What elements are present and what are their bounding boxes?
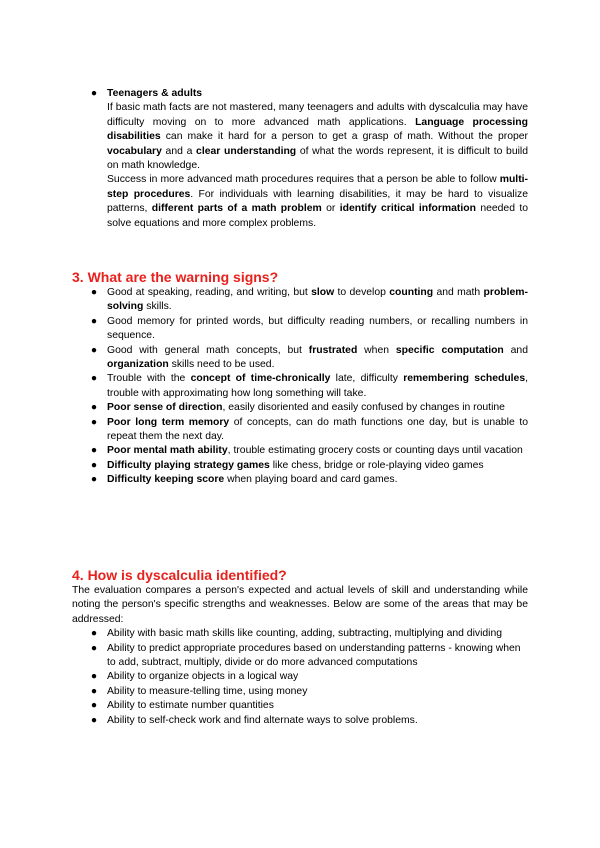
list-item xyxy=(72,627,528,641)
warning-item-text xyxy=(107,416,528,445)
text-run: and a xyxy=(161,145,197,157)
bullet-icon: ● xyxy=(90,445,98,457)
identified-item-text: Ability to self-check work and find alternate ways to solve problems. xyxy=(107,714,418,726)
identified-item-text: Ability to predict appropriate procedures based on understanding patterns - knowing when to add, subtract, multiply, divide or do more advanced computations xyxy=(107,642,521,669)
bullet-icon: ● xyxy=(90,628,98,640)
bullet-icon: ● xyxy=(90,402,98,414)
warning-list xyxy=(72,286,528,488)
text-run: , trouble estimating grocery costs or counting days until vacation xyxy=(227,445,523,457)
teens-paragraph-2 xyxy=(107,173,528,231)
text-run: Trouble with the xyxy=(107,373,191,385)
bold-text: Poor sense of direction xyxy=(107,402,223,414)
warning-item-text xyxy=(107,444,528,458)
list-item xyxy=(72,670,528,684)
warning-item-text xyxy=(107,401,528,415)
text-run: like chess, bridge or role-playing video games xyxy=(269,459,484,471)
text-run: and xyxy=(503,344,528,356)
warning-section xyxy=(72,268,528,488)
bold-text: remembering schedules xyxy=(403,373,526,385)
list-item xyxy=(72,685,528,699)
text-run: skills need to be used. xyxy=(168,359,275,371)
bullet-icon: ● xyxy=(90,474,98,486)
teens-section xyxy=(72,87,528,231)
bullet-icon: ● xyxy=(90,459,98,471)
bold-text: organization xyxy=(107,359,169,371)
bullet-icon: ● xyxy=(90,671,98,683)
bullet-icon: ● xyxy=(90,287,98,298)
list-item xyxy=(72,459,528,473)
bold-text: identify critical information xyxy=(339,203,476,215)
identified-heading: 4. How is dyscalculia identified? xyxy=(72,567,287,583)
bold-text: vocabulary xyxy=(107,145,162,157)
text-run: can make it hard for a person to get a grasp of math. Without the proper xyxy=(160,131,528,143)
identified-item-text: Ability to measure-telling time, using money xyxy=(107,685,308,697)
bullet-icon: ● xyxy=(90,642,98,654)
list-item xyxy=(72,87,528,231)
warning-heading: 3. What are the warning signs? xyxy=(72,269,279,285)
teens-list xyxy=(72,87,528,231)
identified-item-text: Ability to estimate number quantities xyxy=(107,700,274,712)
text-run: . For individuals with learning disabilities, it may be hard to visualize patterns, xyxy=(107,188,528,215)
bold-text: problem-solving xyxy=(107,287,528,313)
identified-item-text: Ability to organize objects in a logical way xyxy=(107,671,299,683)
list-item xyxy=(72,473,528,487)
bold-text: specific computation xyxy=(395,344,504,356)
bullet-icon: ● xyxy=(90,344,98,356)
text-run: , trouble with approximating how long something will take. xyxy=(107,373,529,399)
bold-text: multi-step procedures xyxy=(107,174,528,200)
list-item xyxy=(72,286,528,315)
bold-text: Difficulty playing strategy games xyxy=(107,459,270,471)
list-item xyxy=(72,344,528,373)
bullet-icon: ● xyxy=(90,373,98,385)
list-item xyxy=(72,642,528,671)
text-run: of concepts, can do math functions one day, but is unable to repeat them the next day. xyxy=(107,416,528,443)
identified-section xyxy=(72,566,528,728)
warning-item-text xyxy=(107,286,528,315)
text-run: If basic math facts are not mastered, many teenagers and adults with dyscalculia may have difficulty moving on to more advanced math applications. xyxy=(107,102,528,128)
bold-text: Language processing disabilities xyxy=(107,116,528,143)
text-run: and math xyxy=(433,287,484,298)
list-item xyxy=(72,315,528,344)
bold-text: Poor long term memory xyxy=(107,416,230,428)
bullet-icon: ● xyxy=(90,700,98,712)
warning-item-text xyxy=(107,372,528,401)
identified-intro: The evaluation compares a person's expected and actual levels of skill and understanding while noting the person's specific strengths and weaknesses. Below are some of the areas that may be addressed: xyxy=(72,585,528,625)
bullet-icon: ● xyxy=(90,714,98,726)
bullet-icon: ● xyxy=(90,416,98,428)
identified-item-text: Ability with basic math skills like counting, adding, subtracting, multiplying and dividing xyxy=(107,628,503,640)
text-run: when xyxy=(357,344,396,356)
text-run: needed to solve equations and more complex problems. xyxy=(107,203,528,229)
text-run: or xyxy=(321,203,340,215)
text-run: Good with general math concepts, but xyxy=(107,344,309,356)
list-item xyxy=(72,416,528,445)
text-run: when playing board and card games. xyxy=(224,474,398,486)
teens-paragraph-1 xyxy=(107,101,528,173)
list-item xyxy=(72,699,528,713)
bold-text: slow xyxy=(311,287,335,298)
bullet-icon: ● xyxy=(90,315,98,327)
text-run: Good memory for printed words, but difficulty reading numbers, or recalling numbers in sequence. xyxy=(107,315,528,342)
text-run: late, difficulty xyxy=(330,373,404,385)
text-run: Success in more advanced math procedures requires that a person be able to follow xyxy=(107,174,500,186)
bold-text: different parts of a math problem xyxy=(151,203,322,215)
list-item xyxy=(72,401,528,415)
bold-text: frustrated xyxy=(308,344,358,356)
identified-list xyxy=(72,627,528,728)
text-run: skills. xyxy=(143,301,172,313)
list-item xyxy=(72,444,528,458)
list-item xyxy=(72,714,528,728)
text-run: Good at speaking, reading, and writing, but xyxy=(107,287,312,298)
text-run: of what the words represent, it is difficult to build on math knowledge. xyxy=(107,145,528,172)
bold-text: Difficulty keeping score xyxy=(107,474,225,486)
warning-item-text xyxy=(107,473,528,487)
warning-item-text xyxy=(107,459,528,473)
warning-item-text xyxy=(107,344,528,373)
bullet-icon: ● xyxy=(90,88,98,99)
list-item xyxy=(72,372,528,401)
bullet-icon: ● xyxy=(90,685,98,697)
bold-text: counting xyxy=(389,287,434,298)
teens-title: Teenagers & adults xyxy=(107,88,203,99)
text-run: , easily disoriented and easily confused by changes in routine xyxy=(222,402,505,414)
bold-text: concept of time-chronically xyxy=(190,373,331,385)
bold-text: clear understanding xyxy=(196,145,297,157)
warning-item-text xyxy=(107,315,528,344)
bold-text: Poor mental math ability xyxy=(107,445,228,457)
text-run: to develop xyxy=(334,287,390,298)
